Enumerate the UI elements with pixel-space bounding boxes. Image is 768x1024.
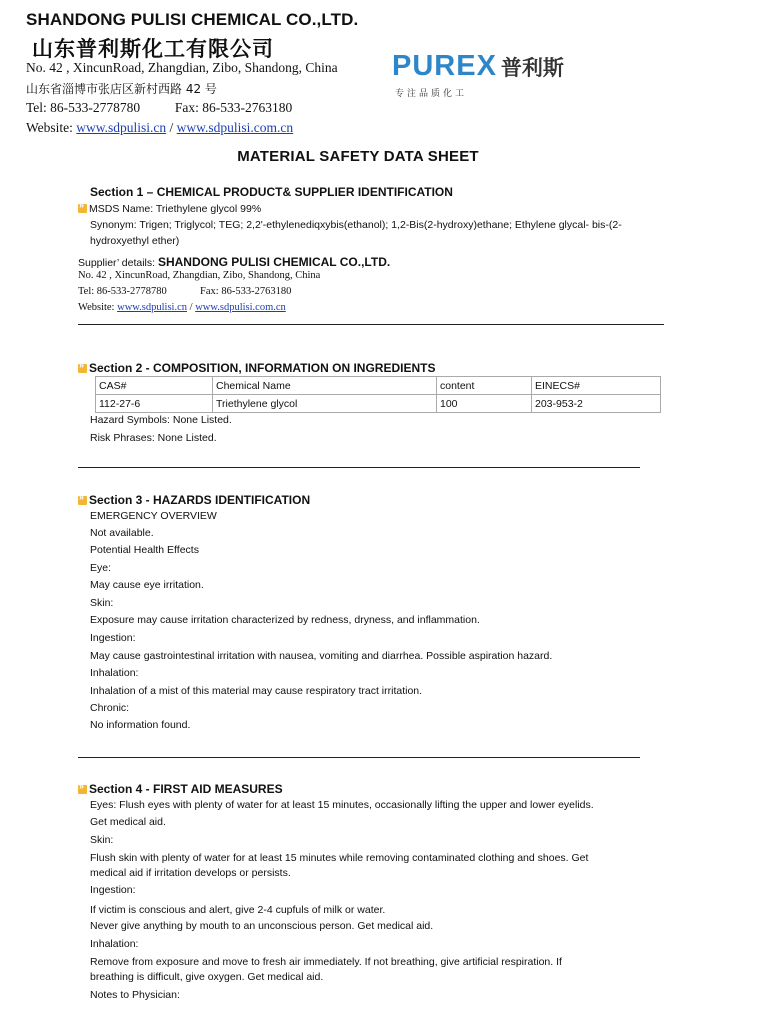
supplier-address: No. 42 , XincunRoad, Zhangdian, Zibo, Shandong, China	[78, 270, 321, 281]
table-cell: 112-27-6	[96, 395, 213, 413]
text-line: Chronic:	[90, 702, 130, 714]
text-line: Skin:	[90, 597, 114, 609]
section-4-title: Section 4 - FIRST AID MEASURES	[89, 782, 283, 796]
text-line: Exposure may cause irritation characterized by redness, dryness, and inflammation.	[90, 614, 480, 626]
section-4-title-line	[78, 782, 283, 796]
synonym-line-2: hydroxyethyl ether)	[90, 235, 180, 247]
text-line: Ingestion:	[90, 632, 136, 644]
text-line: Inhalation:	[90, 938, 139, 950]
text-line: Notes to Physician:	[90, 989, 180, 1001]
supplier-tel: Tel: 86-533-2778780	[78, 286, 167, 297]
bullet-icon	[78, 496, 87, 505]
table-header-row	[96, 377, 661, 395]
table-row	[96, 395, 661, 413]
company-fax: Fax: 86-533-2763180	[174, 100, 293, 115]
company-address-chinese: 山东省淄博市张店区新村西路 42 号	[26, 82, 217, 96]
section-2-title-line	[78, 361, 435, 375]
logo-chinese-name: 普利斯	[500, 56, 564, 80]
supplier-label: Supplier’ details:	[78, 257, 156, 269]
supplier-phone-line	[78, 286, 291, 297]
text-line: If victim is conscious and alert, give 2-4 cupfuls of milk or water.	[90, 904, 386, 916]
bullet-icon	[78, 364, 87, 373]
supplier-line	[78, 255, 390, 269]
msds-name: MSDS Name: Triethylene glycol 99%	[89, 203, 262, 215]
supplier-website-link-1[interactable]: www.sdpulisi.cn	[117, 302, 188, 313]
text-line: Inhalation:	[90, 667, 139, 679]
text-line: Flush skin with plenty of water for at least 15 minutes while removing contaminated clothing and shoes. Get	[90, 852, 589, 864]
company-tel: Tel: 86-533-2778780	[26, 100, 141, 115]
table-header-cell: content	[437, 377, 532, 395]
text-line: May cause eye irritation.	[90, 579, 204, 591]
text-line: Eyes: Flush eyes with plenty of water for at least 15 minutes, occasionally lifting the upper and lower eyelids.	[90, 799, 594, 811]
purex-logo	[392, 50, 564, 99]
logo-tagline: 专注品质化工	[395, 89, 468, 99]
text-line: Not available.	[90, 527, 154, 539]
section-divider	[78, 467, 640, 468]
website-link-1[interactable]: www.sdpulisi.cn	[76, 120, 167, 135]
section-2-title: Section 2 - COMPOSITION, INFORMATION ON INGREDIENTS	[89, 361, 436, 375]
website-label: Website:	[26, 120, 73, 135]
company-website-line	[26, 120, 293, 136]
text-line: Skin:	[90, 834, 114, 846]
section-divider	[78, 324, 664, 325]
company-address: No. 42 , XincunRoad, Zhangdian, Zibo, Shandong, China	[26, 60, 338, 75]
text-line: breathing is difficult, give oxygen. Get medical aid.	[90, 971, 324, 983]
text-line: Inhalation of a mist of this material may cause respiratory tract irritation.	[90, 685, 423, 697]
website-separator: /	[169, 120, 174, 135]
supplier-fax: Fax: 86-533-2763180	[200, 286, 292, 297]
supplier-name: SHANDONG PULISI CHEMICAL CO.,LTD.	[157, 255, 391, 269]
section-1-title: Section 1 – CHEMICAL PRODUCT& SUPPLIER IDENTIFICATION	[90, 185, 453, 199]
text-line: Potential Health Effects	[90, 544, 199, 556]
table-cell: 100	[437, 395, 532, 413]
text-line: Get medical aid.	[90, 816, 166, 828]
company-name-chinese: 山东普利斯化工有限公司	[32, 37, 274, 61]
text-line: May cause gastrointestinal irritation with nausea, vomiting and diarrhea. Possible aspiration hazard.	[90, 650, 553, 662]
table-header-cell: Chemical Name	[213, 377, 437, 395]
text-line: No information found.	[90, 719, 191, 731]
table-header-cell: CAS#	[96, 377, 213, 395]
website-link-2[interactable]: www.sdpulisi.com.cn	[176, 120, 294, 135]
composition-table	[95, 376, 661, 413]
company-name: SHANDONG PULISI CHEMICAL CO.,LTD.	[26, 10, 359, 29]
supplier-website-separator: /	[189, 302, 193, 313]
section-divider	[78, 757, 640, 758]
text-line: medical aid if irritation develops or persists.	[90, 867, 291, 879]
company-phone-line	[26, 100, 292, 116]
text-line: Remove from exposure and move to fresh air immediately. If not breathing, give artificial respiration. If	[90, 956, 562, 968]
section-3-title: Section 3 - HAZARDS IDENTIFICATION	[89, 493, 311, 507]
supplier-website-line	[78, 302, 286, 313]
table-header-cell: EINECS#	[532, 377, 661, 395]
text-line: Ingestion:	[90, 884, 136, 896]
text-line: Never give anything by mouth to an unconscious person. Get medical aid.	[90, 920, 434, 932]
text-line: Eye:	[90, 562, 112, 574]
table-cell: 203-953-2	[532, 395, 661, 413]
hazard-symbols: Hazard Symbols: None Listed.	[90, 414, 232, 426]
bullet-icon	[78, 785, 87, 794]
supplier-website-label: Website:	[78, 302, 115, 313]
table-cell: Triethylene glycol	[213, 395, 437, 413]
logo-wordmark: PUREX	[392, 50, 497, 82]
msds-name-line	[78, 203, 261, 215]
risk-phrases: Risk Phrases: None Listed.	[90, 432, 217, 444]
supplier-website-link-2[interactable]: www.sdpulisi.com.cn	[195, 302, 286, 313]
section-3-title-line	[78, 493, 310, 507]
bullet-icon	[78, 204, 87, 213]
document-title: MATERIAL SAFETY DATA SHEET	[237, 148, 479, 165]
synonym-line-1: Synonym: Trigen; Triglycol; TEG; 2,2'-ethylenediqxybis(ethanol); 1,2-Bis(2-hydroxy)ethane; Ethylene glycal- bis-(2-	[90, 219, 622, 231]
text-line: EMERGENCY OVERVIEW	[90, 510, 217, 522]
